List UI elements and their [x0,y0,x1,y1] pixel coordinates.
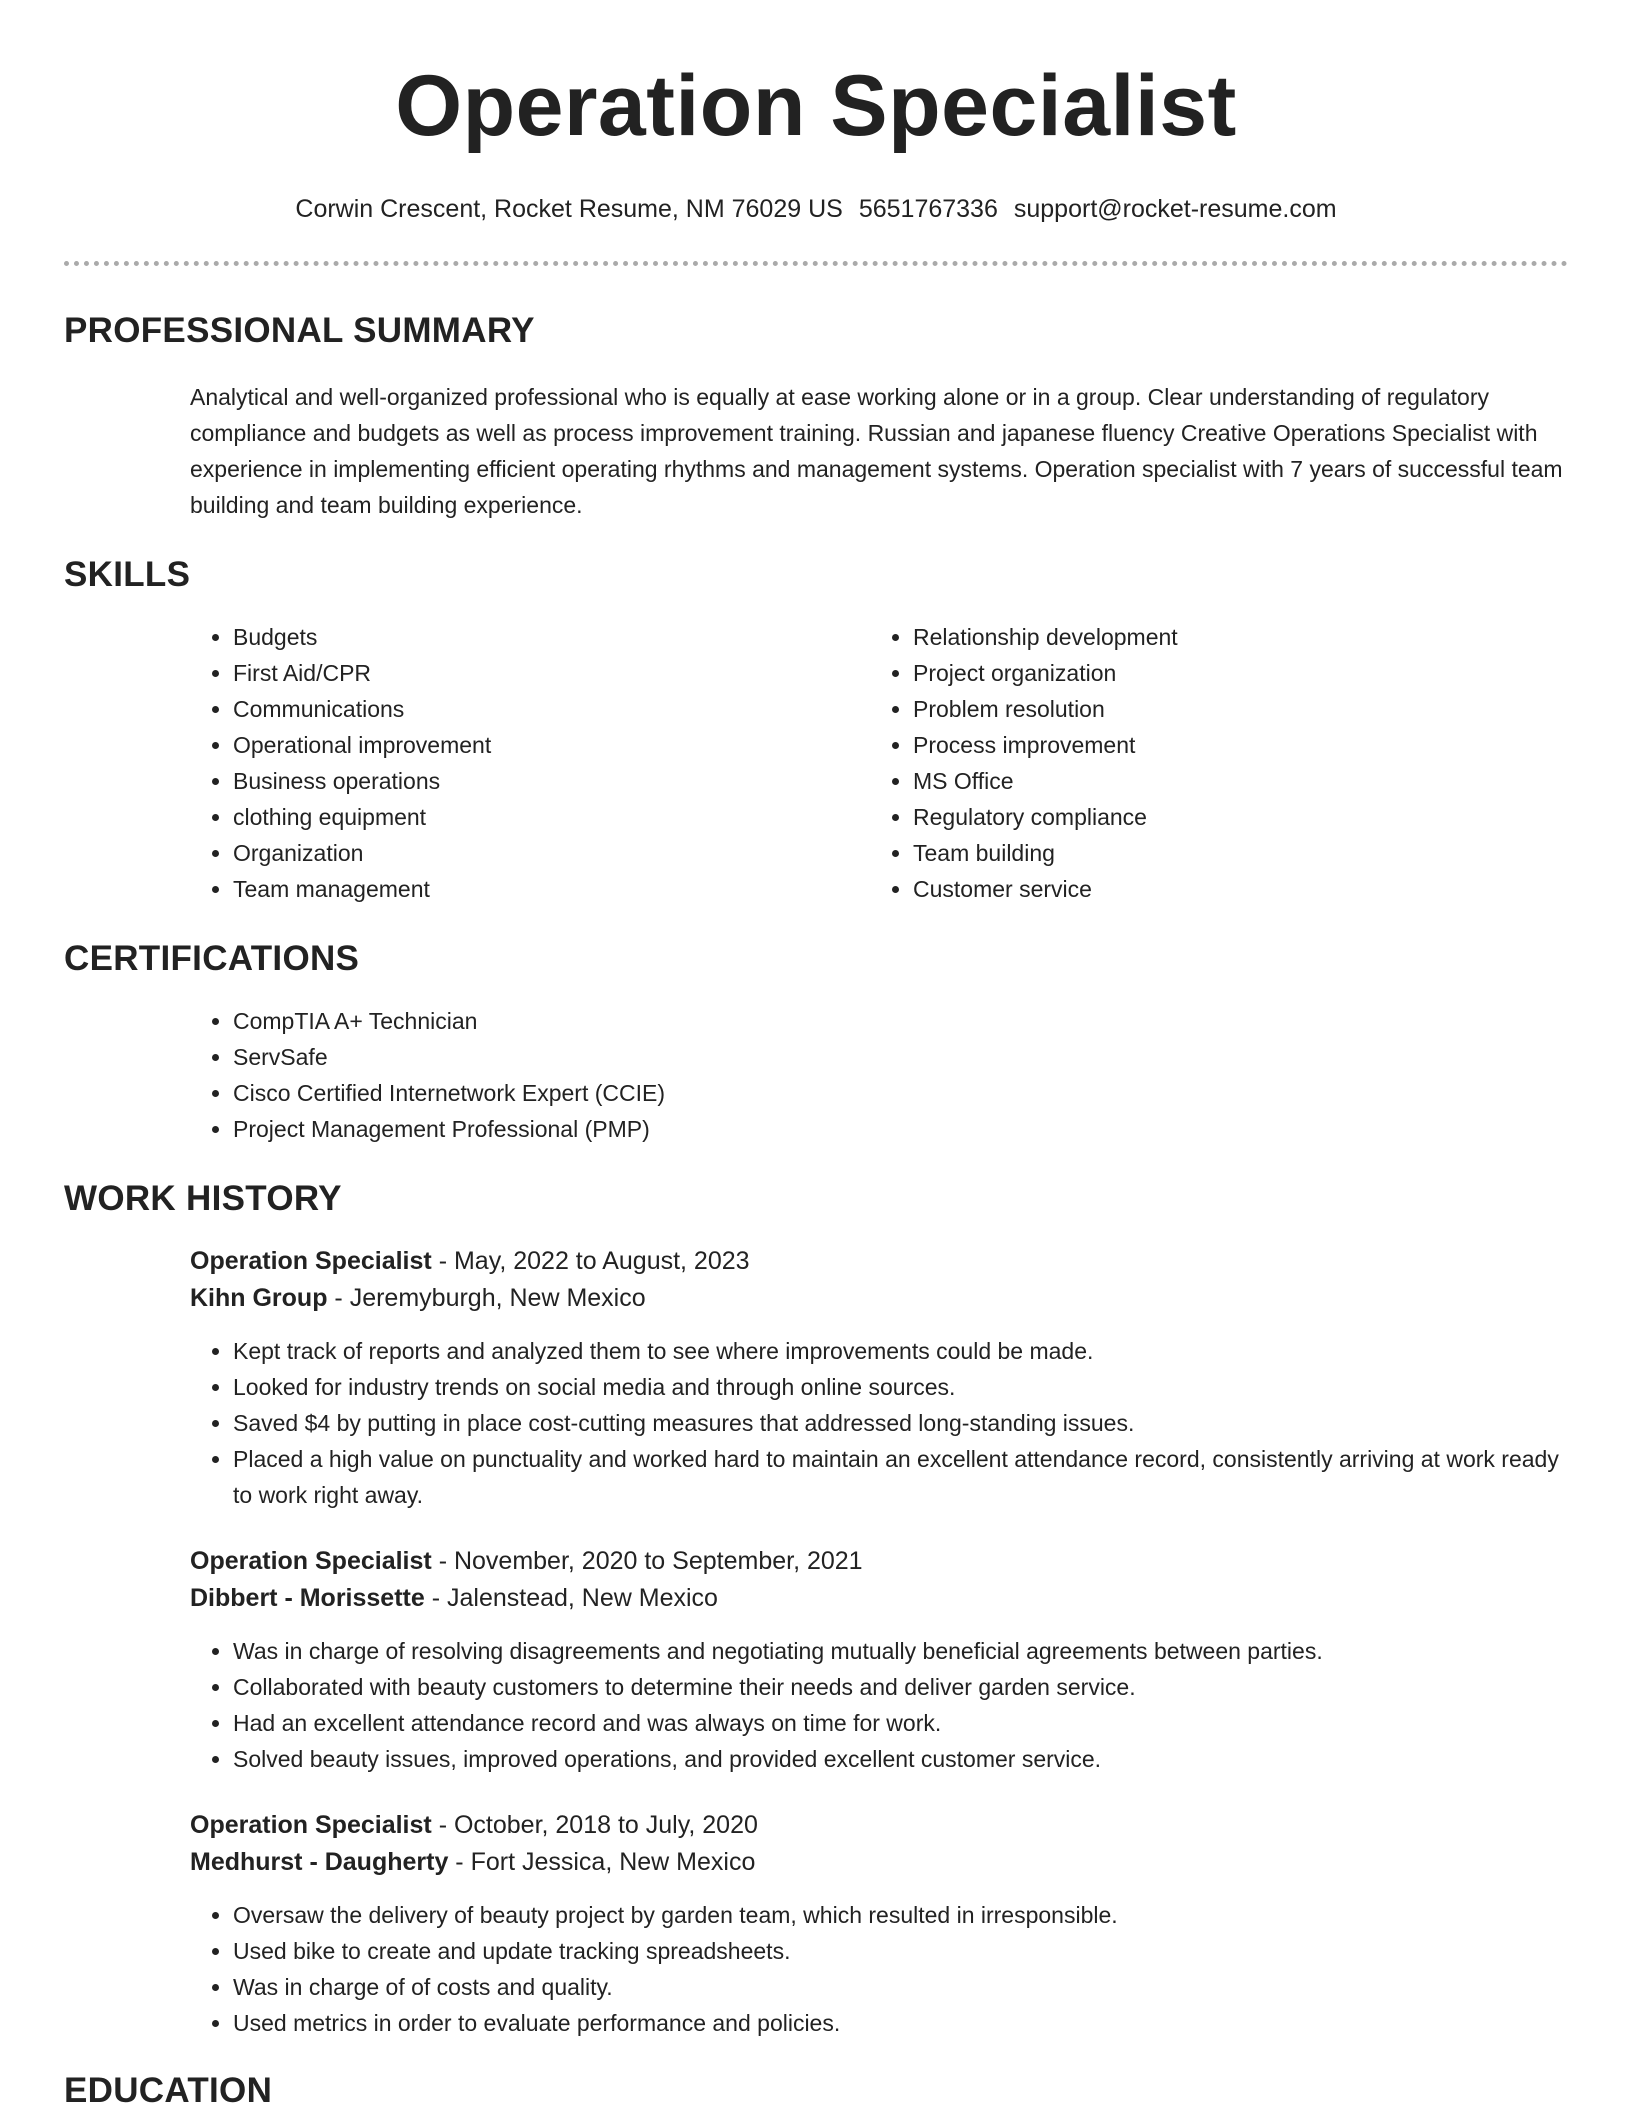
contact-email[interactable]: support@rocket-resume.com [1013,195,1337,223]
job-location: - Jeremyburgh, New Mexico [327,1284,646,1312]
job-bullets [190,1633,1568,1777]
job-title-line [190,1807,1568,1843]
job-bullets [190,1897,1568,2041]
summary-text: Analytical and well-organized professional who is equally at ease working alone or in a group. Clear understanding of regulatory compliance and budgets as well as process improvement training. Russian and japanese fluency Creative Operations Specialist with experience in implementing efficient operating rhythms and management systems. Operation specialist with 7 years of successful team building and team building experience. [190,384,1563,518]
job-bullet: • Looked for industry trends on social media and through online sources. [233,1369,1568,1405]
certification-item: • ServSafe [233,1039,1632,1075]
certification-item: • CompTIA A+ Technician [233,1003,1632,1039]
skill-item: • Business operations [233,763,870,799]
skill-item: • Relationship development [913,619,1550,655]
job-bullet: • Oversaw the delivery of beauty project by garden team, which resulted in irresponsible. [233,1897,1568,1933]
certification-item: • Cisco Certified Internetwork Expert (CCIE) [233,1075,1632,1111]
certifications-list [190,1003,1632,1147]
skill-item: • Organization [233,835,870,871]
header-divider [64,261,1568,266]
job-bullet: • Used metrics in order to evaluate performance and policies. [233,2005,1568,2041]
job-title-line [190,1243,1568,1279]
certifications-title: CERTIFICATIONS [64,939,360,978]
job-bullet: • Used bike to create and update tracking spreadsheets. [233,1933,1568,1969]
job-bullet: • Had an excellent attendance record and was always on time for work. [233,1705,1568,1741]
job-bullet: • Collaborated with beauty customers to determine their needs and deliver garden service. [233,1669,1568,1705]
job-dates: - October, 2018 to July, 2020 [431,1811,758,1839]
skill-item: • clothing equipment [233,799,870,835]
job-title-line [190,1543,1568,1579]
education-title: EDUCATION [64,2071,273,2110]
skill-item: • Communications [233,691,870,727]
job-title: Operation Specialist [190,1811,432,1839]
job-bullet: • Was in charge of of costs and quality. [233,1969,1568,2005]
job-entry [190,1243,1568,1513]
work-history-title: WORK HISTORY [64,1179,342,1218]
skill-item: • Problem resolution [913,691,1550,727]
job-dates: - November, 2020 to September, 2021 [431,1547,863,1575]
resume-name: Operation Specialist [395,58,1237,154]
skills-columns [190,619,1632,907]
job-bullet: • Placed a high value on punctuality and worked hard to maintain an excellent attendance record, consistently arriving at work ready to work right away. [233,1441,1568,1513]
job-title: Operation Specialist [190,1247,432,1275]
skills-left-column [190,619,870,907]
certifications-section [0,939,1632,1147]
skills-right-column [870,619,1550,907]
skill-item: • Regulatory compliance [913,799,1550,835]
job-entry [190,1807,1568,2041]
job-company-line [190,1279,1568,1317]
skill-item: • First Aid/CPR [233,655,870,691]
skill-item: • Process improvement [913,727,1550,763]
job-dates: - May, 2022 to August, 2023 [431,1247,750,1275]
certification-item: • Project Management Professional (PMP) [233,1111,1632,1147]
education-section [0,2071,1632,2111]
skill-item: • Budgets [233,619,870,655]
skill-item: • Operational improvement [233,727,870,763]
contact-line [0,194,1632,224]
summary-section [0,311,1632,523]
skill-item: • Customer service [913,871,1550,907]
job-bullet: • Saved $4 by putting in place cost-cutting measures that addressed long-standing issues. [233,1405,1568,1441]
skill-item: • Team building [913,835,1550,871]
job-bullets [190,1333,1568,1513]
skill-item: • Team management [233,871,870,907]
contact-phone: 5651767336 [858,195,998,223]
job-company: Medhurst - Daugherty [190,1848,449,1876]
skill-item: • Project organization [913,655,1550,691]
job-entry [190,1543,1568,1777]
job-company-line [190,1579,1568,1617]
job-bullet: • Kept track of reports and analyzed them to see where improvements could be made. [233,1333,1568,1369]
job-bullet: • Was in charge of resolving disagreements and negotiating mutually beneficial agreements between parties. [233,1633,1568,1669]
job-title: Operation Specialist [190,1547,432,1575]
skill-item: • MS Office [913,763,1550,799]
contact-address: Corwin Crescent, Rocket Resume, NM 76029 US [295,195,843,223]
job-location: - Jalenstead, New Mexico [424,1584,718,1612]
work-history-section [0,1179,1632,2041]
job-location: - Fort Jessica, New Mexico [448,1848,756,1876]
job-company: Kihn Group [190,1284,328,1312]
job-company-line [190,1843,1568,1881]
job-company: Dibbert - Morissette [190,1584,425,1612]
summary-title: PROFESSIONAL SUMMARY [64,311,535,350]
skills-title: SKILLS [64,555,191,594]
skills-section [0,555,1632,907]
job-bullet: • Solved beauty issues, improved operations, and provided excellent customer service. [233,1741,1568,1777]
